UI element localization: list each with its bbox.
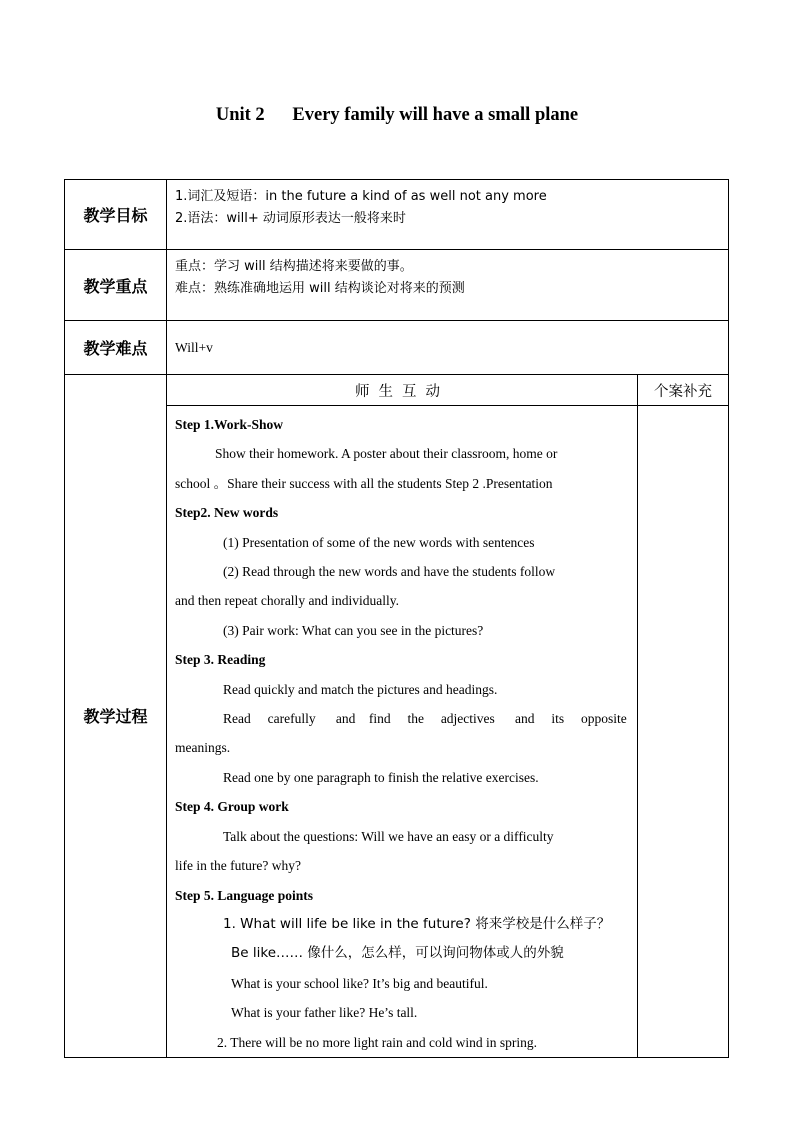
case-supplement-area [638, 406, 729, 1057]
label-teaching-difficulty: 教学难点 [65, 321, 167, 375]
step-5-example-2: What is your father like? He’s tall. [231, 1005, 418, 1021]
focus-line-1: 重点：学习 will 结构描述将来要做的事。 [175, 259, 413, 274]
label-teaching-focus: 教学重点 [65, 250, 167, 321]
process-inner-table [167, 375, 728, 1057]
header-teacher-student-interaction: 师生互动 [167, 375, 638, 406]
process-steps [167, 406, 638, 1057]
step-3-heading: Step 3. Reading [175, 652, 266, 668]
goal-line-1: 1.词汇及短语：in the future a kind of as well not any more [175, 189, 547, 204]
row-teaching-process [65, 375, 729, 1058]
step-4-heading: Step 4. Group work [175, 799, 289, 815]
teaching-difficulty-content [167, 321, 729, 375]
focus-line-2: 难点：熟练准确地运用 will 结构谈论对将来的预测 [175, 281, 465, 296]
step-1-text-b: school 。Share their success with all the students Step 2 .Presentation [175, 475, 553, 491]
step-5-example-1: What is your school like? It’s big and beautiful. [231, 975, 488, 991]
step-5-point-1: 1. What will life be like in the future? 将来学校是什么样子？ [223, 915, 611, 932]
teaching-goals-content [167, 180, 729, 250]
step-2-item-2a: (2) Read through the new words and have the students follow [223, 564, 556, 580]
row-teaching-focus [65, 250, 729, 321]
label-teaching-goals: 教学目标 [65, 180, 167, 250]
step-5-be-like: Be like…… 像什么，怎么样，可以询问物体或人的外貌 [231, 945, 564, 962]
step-4-line-1a: Talk about the questions: Will we have an easy or a difficulty [223, 828, 554, 844]
goal-line-2: 2.语法：will+ 动词原形表达一般将来时 [175, 211, 406, 226]
label-teaching-process: 教学过程 [65, 375, 167, 1058]
step-5-heading: Step 5. Language points [175, 887, 314, 903]
header-case-supplement: 个案补充 [638, 375, 729, 406]
row-teaching-goals [65, 180, 729, 250]
document-title: Unit 2 Every family will have a small plane [215, 105, 579, 125]
step-2-item-2b: and then repeat chorally and individually. [175, 593, 400, 609]
step-2-item-3: (3) Pair work: What can you see in the pictures? [223, 622, 484, 638]
lesson-plan-table [64, 179, 729, 1058]
step-2-heading: Step2. New words [175, 505, 279, 521]
step-3-line-1: Read quickly and match the pictures and headings. [223, 681, 498, 697]
step-1-text-a: Show their homework. A poster about their classroom, home or [215, 446, 558, 462]
step-4-line-1b: life in the future? why? [175, 858, 301, 874]
step-1-heading: Step 1.Work-Show [175, 417, 284, 432]
step-5-point-2: 2. There will be no more light rain and cold wind in spring. [217, 1034, 537, 1050]
row-teaching-difficulty [65, 321, 729, 375]
step-3-line-2b: meanings. [175, 740, 231, 756]
step-3-line-3: Read one by one paragraph to finish the relative exercises. [223, 769, 539, 785]
teaching-focus-content [167, 250, 729, 321]
step-2-item-1: (1) Presentation of some of the new words with sentences [223, 534, 535, 550]
step-3-line-2a: Read carefully and find the adjectives and its opposite [223, 711, 627, 727]
difficulty-line-1: Will+v [175, 339, 213, 355]
teaching-process-cell [167, 375, 729, 1058]
